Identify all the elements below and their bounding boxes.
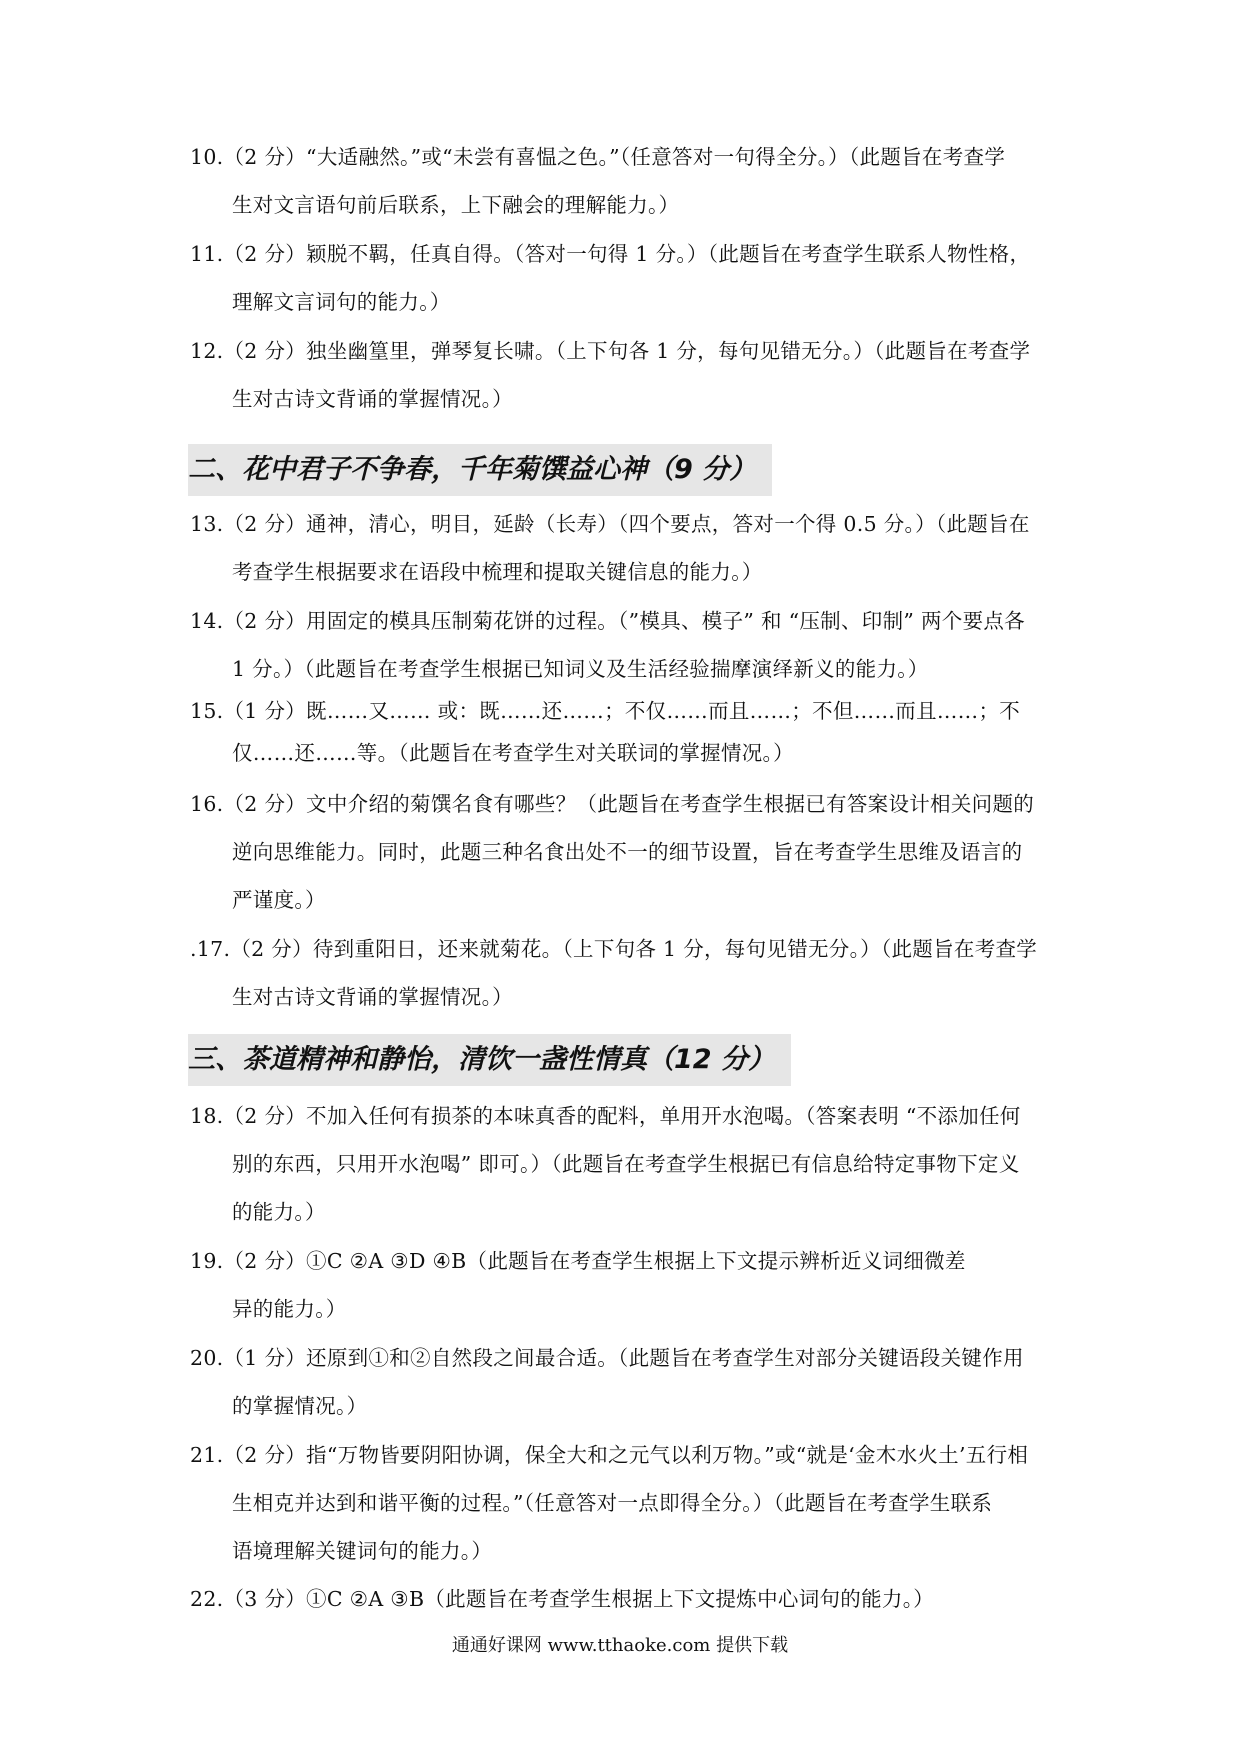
- answer-line: 别的东西，只用开水泡喝” 即可。）（此题旨在考查学生根据已有信息给特定事物下定义: [232, 1152, 1020, 1176]
- answer-line: 12.（2 分）独坐幽篁里，弹琴复长啸。（上下句各 1 分，每句见错无分。）（此题旨在考查学: [190, 339, 1031, 363]
- answer-line: 严谨度。）: [232, 888, 326, 912]
- section-heading-3: 三、茶道精神和静怡，清饮一盏性情真（12 分）: [188, 1034, 791, 1086]
- answer-line: 生对古诗文背诵的掌握情况。）: [232, 985, 513, 1009]
- answer-line: 生对古诗文背诵的掌握情况。）: [232, 387, 513, 411]
- answer-line: 生相克并达到和谐平衡的过程。”（任意答对一点即得全分。）（此题旨在考查学生联系: [232, 1491, 993, 1515]
- answer-line: 11.（2 分）颖脱不羁，任真自得。（答对一句得 1 分。）（此题旨在考查学生联系人物性格，: [190, 242, 1031, 266]
- answer-11: [190, 230, 1070, 326]
- answer-line: 考查学生根据要求在语段中梳理和提取关键信息的能力。）: [232, 560, 763, 584]
- answer-20: [190, 1334, 1070, 1430]
- answer-10: [190, 133, 1070, 229]
- answer-line: 19.（2 分）①C ②A ③D ④B（此题旨在考查学生根据上下文提示辨析近义词细微差: [190, 1249, 966, 1273]
- answer-line: .17.（2 分）待到重阳日，还来就菊花。（上下句各 1 分，每句见错无分。）（此题旨在考查学: [190, 937, 1038, 961]
- answer-line: 21.（2 分）指“万物皆要阴阳协调，保全大和之元气以利万物。”或“就是‘金木水火土’五行相: [190, 1443, 1029, 1467]
- answer-line: 22.（3 分）①C ②A ③B（此题旨在考查学生根据上下文提炼中心词句的能力。）: [190, 1587, 935, 1611]
- page-footer: 通通好课网 www.tthaoke.com 提供下载: [451, 1635, 789, 1656]
- answer-line: 理解文言词句的能力。）: [232, 290, 451, 314]
- answer-line: 10.（2 分）“大适融然。”或“未尝有喜愠之色。”（任意答对一句得全分。）（此题旨在考查学: [190, 145, 1006, 169]
- answer-line: 生对文言语句前后联系，上下融会的理解能力。）: [232, 193, 680, 217]
- answer-line: 逆向思维能力。同时，此题三种名食出处不一的细节设置，旨在考查学生思维及语言的: [232, 840, 1023, 864]
- answer-line: 语境理解关键词句的能力。）: [232, 1539, 493, 1563]
- answer-19: [190, 1237, 1070, 1333]
- answer-15: [190, 690, 1070, 774]
- answer-14: [190, 597, 1070, 693]
- answer-16: [190, 780, 1070, 924]
- answer-line: 14.（2 分）用固定的模具压制菊花饼的过程。（”模具、模子” 和 “压制、印制” 两个要点各: [190, 609, 1025, 633]
- answer-17: [190, 925, 1070, 1021]
- answer-line: 15.（1 分）既……又…… 或：既……还……；不仅……而且……；不但……而且……；不: [190, 699, 1021, 723]
- answer-line: 异的能力。）: [232, 1297, 347, 1321]
- answer-line: 18.（2 分）不加入任何有损茶的本味真香的配料，单用开水泡喝。（答案表明 “不添加任何: [190, 1104, 1021, 1128]
- answer-line: 的掌握情况。）: [232, 1394, 368, 1418]
- answer-line: 仅……还……等。（此题旨在考查学生对关联词的掌握情况。）: [232, 741, 794, 765]
- answer-line: 13.（2 分）通神，清心，明目，延龄（长寿）（四个要点，答对一个得 0.5 分。）（此题旨在: [190, 512, 1030, 536]
- answer-line: 20.（1 分）还原到①和②自然段之间最合适。（此题旨在考查学生对部分关键语段关键作用: [190, 1346, 1024, 1370]
- answer-line: 1 分。）（此题旨在考查学生根据已知词义及生活经验揣摩演绎新义的能力。）: [232, 657, 929, 681]
- answer-12: [190, 327, 1070, 423]
- answer-18: [190, 1092, 1070, 1236]
- answer-13: [190, 500, 1070, 596]
- answer-22: [190, 1575, 1070, 1623]
- answer-line: 16.（2 分）文中介绍的菊馔名食有哪些？（此题旨在考查学生根据已有答案设计相关问题的: [190, 792, 1035, 816]
- answer-line: 的能力。）: [232, 1200, 326, 1224]
- answer-21: [190, 1431, 1070, 1575]
- section-heading-2: 二、花中君子不争春，千年菊馔益心神（9 分）: [188, 444, 772, 496]
